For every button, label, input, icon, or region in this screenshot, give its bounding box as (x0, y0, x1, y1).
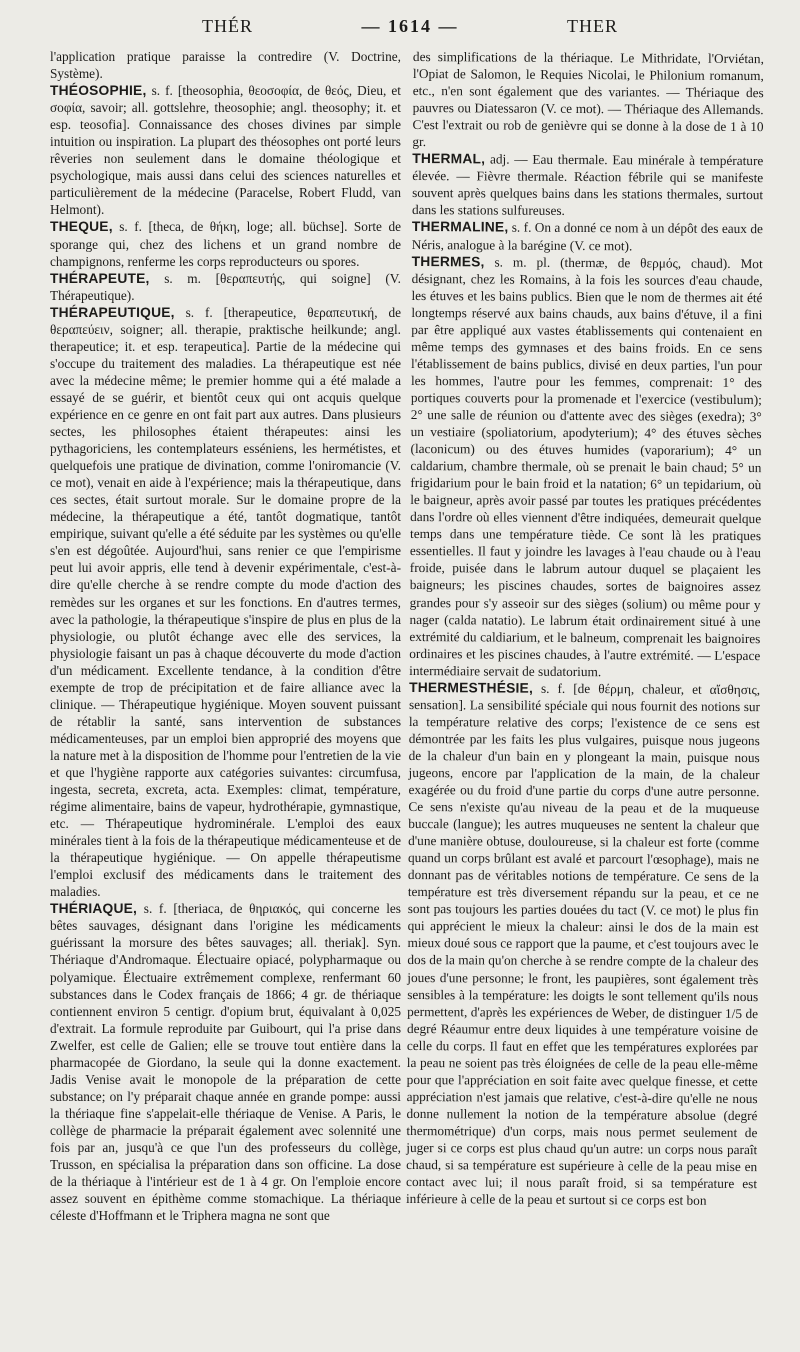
entry-theriaque (50, 900, 401, 1224)
entry-therapeutique (50, 304, 401, 901)
entry-text: s. f. On a donné ce nom à un dépôt des eaux de Néris, analogue à la barégine (V. ce mot). (411, 220, 763, 253)
left-column (50, 48, 401, 1224)
entry-continuation (50, 48, 401, 82)
entry-headword: THERMAL, (412, 151, 486, 167)
entry-text: s. f. [theca, de θήκη, loge; all. büchse]. Sorte de sporange qui, chez des lichens et un grand nombre de champignons, renferme les corps reproducteurs ou spores. (50, 219, 401, 269)
entry-headword: THÉRAPEUTE, (50, 270, 150, 286)
right-column (406, 48, 764, 1226)
entry-theque (50, 218, 401, 269)
entry-headword: THÉRIAQUE, (50, 901, 138, 917)
page-number: — 1614 — (361, 16, 459, 36)
header-right-word: THER (567, 16, 618, 36)
entry-headword: THÉRAPEUTIQUE, (50, 304, 175, 320)
entry-text: s. f. [de θέρμη, chaleur, et αἴσθησις, sensation]. La sensibilité spéciale qui nous fournit des notions sur la température relative des corps; l'existence de ce sens est démontrée par les faits les plus vulgaires, puisque nous jugeons de la chaleur d'un bain en y plongeant la main, puisque nous jugeons, encore par l'application de la main, de la chaleur exagérée ou du froid d'une partie du corps d'une autre personne. Ce sens n'existe qu'au niveau de la peau et de la muqueuse buccale (langue); les autres muqueuses ne sentent la chaleur que d'une manière obtuse, douloureuse, si la chaleur est forte (comme quand un corps brûlant est avalé et parcourt l'œsophage), mais ne donnant pas de véritables notions de température. Ce sens de la température est très diversement répandu sur la peau, et ce ne sont pas toujours les parties douées du tact (V. ce mot) le plus fin qui apprécient le mieux la chaleur: ainsi le dos de la main est mieux doué sous ce rapport que la paume, et c'est toujours avec le dos de la main qu'on cherche à se rendre compte de la chaleur des joues d'une personne; le front, les paupières, sont également très sensibles à la température: les doigts le sont tellement qu'ils nous permettent, d'après les expériences de Weber, de distinguer 1/5 de degré Réaumur entre deux liquides à une température voisine de celle du corps. Il faut en effet que les températures explorées par la peau ne soient pas très éloignées de celle de la peau elle-même pour que l'appréciation en soit faite avec quelque finesse, et cette appréciation n'est jamais que relative, c'est-à-dire qu'elle ne nous donne nullement la notion de la température absolue (degré thermométrique) d'un corps, mais nous permet seulement de juger si ce corps est plus chaud qu'un autre: un corps nous paraît chaud, si sa température est supérieure à celle de la peau mise en contact avec lui; il nous paraît froid, si sa température est inférieure à celle de la peau et surtout si ce corps est bon (405, 680, 761, 1208)
entry-headword: THERMES, (411, 253, 485, 270)
entry-therapeute (50, 270, 401, 304)
entry-headword: THERMALINE, (411, 219, 509, 236)
entry-text: des simplifications de la thériaque. Le Mithridate, l'Orviétan, l'Opiat de Salomon, le Requies Nicolai, le Philonium romanum, etc., n'en sont également que des variantes. — Thériaque des pauvres ou Diatessaron (V. ce mot). — Thériaque des Allemands. C'est l'extrait ou rob de genièvre qui se donne à la dose de 1 à 10 gr. (412, 48, 764, 150)
entry-thermaline (412, 218, 763, 254)
entry-text: s. m. [θεραπευτής, qui soigne] (V. Thérapeutique). (50, 270, 401, 303)
text-columns (50, 48, 764, 1224)
entry-text: s. f. [theriaca, de θηριακός, qui concerne les bêtes sauvages, désignant dans l'origine les médicaments guérissant la morsure des bêtes sauvages; all. theriak]. Syn. Thériaque d'Andromaque. Électuaire opiacé, polypharmaque ou polyamique. Électuaire extrêmement complexe, renfermant 60 substances dans le Codex français de 1866; 4 gr. de thériaque contiennent environ 5 centigr. d'opium brut, équivalant à 0,025 d'extrait. La formule reproduite par Guibourt, qui l'a prise dans Zwelfer, est celle de Galien; elle se trouve tout entière dans la pharmacopée de Giordano, la seule qui la donne exactement. Jadis Venise avait le monopole de la préparation de cette substance; on l'y préparait chaque année en grande pompe: aussi la thériaque fine s'appelait-elle thériaque de Venise. A Paris, le collège de pharmacie la préparait également avec solennité une fois par an, jusqu'à ce que l'un des professeurs du collège, Trusson, en spécialisa la préparation dans son officine. La dose de la thériaque à l'intérieur est de 1 à 4 gr. On l'emploie encore assez souvent en épithème comme stomachique. La thériaque céleste d'Hoffmann et le Triphera magna ne sont que (50, 901, 401, 1224)
entry-text: s. f. [theosophia, θεοσοφία, de θεός, Dieu, et σοφία, savoir; all. gottslehre, theosophie; angl. theosophy; it. et esp. teosofia]. Connaissance des choses divines par simple intuition ou inspiration. La plupart des théosophes ont porté leurs rêveries non seulement dans le domaine théologique et psychologique, mais aussi dans celui des sciences naturelles et particulièrement de la médecine (Paracelse, Robert Fludd, van Helmont). (50, 83, 401, 218)
entry-text: adj. — Eau thermale. Eau minérale à température élevée. — Fièvre thermale. Réaction fébrile qui se manifeste souvent après quelques bains dans les stations thermales, surtout dans les stations sulfureuses. (411, 151, 764, 219)
entry-text: s. m. pl. (thermæ, de θερμός, chaud). Mot désignant, chez les Romains, à la fois les sources d'eau chaude, les étuves et les bains publics. Bien que le nom de thermes ait été longtemps réservé aux bains chauds, aux bains d'étuve, il a fini par être appliqué aux vastes établissements qui contenaient en même temps des gymnases et des bains froids. En ce sens l'établissement de bains publics, divisé en deux parties, l'un pour les hommes, l'autre pour les femmes, comprenait: 1° des portiques couverts pour la promenade et l'exercice (vestibulum); 2° une salle de réunion ou d'attente avec des sièges (exedra); 3° un vestiaire (spoliatorium, apodyterium); 4° des étuves sèches (laconicum) ou des étuves humides (vaporarium); 4° un caldarium, chambre thermale, où se prenait le bain chaud; 5° un frigidarium pour le bain froid et la natation; 6° un tepidarium, où le baigneur, après avoir passé par toutes les pratiques précédentes dans l'ordre où elles viennent d'être indiquées, demeurait quelque temps dans une température tiède. Ce sont là les pratiques essentielles. Il faut y joindre les lavages à l'eau chaude ou à l'eau froide, puisée dans le labrum autour duquel se plaçaient les baigneurs; les piscines chaudes, sortes de baignoires assez grandes pour s'y asseoir sur des sièges (solium) ou même pour y nager (calda natatio). Le labrum était ordinairement situé à une extrémité du caldiarium, et le balneum, comprenait les baignoires ordinaires et les piscines chaudes, à l'autre extrémité. — L'espace intermédiaire servait de sudatorium. (409, 254, 763, 679)
entry-text: s. f. [therapeutice, θεραπευτική, de θεραπεύειν, soigner; all. therapie, praktische heilkunde; angl. therapeutice; it. et esp. terapeutica]. Partie de la médecine qui s'occupe du traitement des maladies. La thérapeutique est née avec la médecine même; le premier homme qui a été malade a essayé de se guérir, et bientôt ceux qui ont acquis quelque expérience en ce genre en ont fait part aux autres. Dans plusieurs sectes, les philosophes étaient thérapeutes: ainsi les pythagoriciens, les contemplateurs esséniens, les hermétistes, et quelquefois une pratique de divination, comme l'oniromancie (V. ce mot), venait en aide à l'expérience; mais la thérapeutique, dans ces sectes, était surtout morale. Sur le domaine propre de la médecine, la thérapeutique a été, tantôt dogmatique, tantôt empirique, suivant qu'elle a été séduite par les systèmes ou qu'elle s'en est dégoûtée. Aujourd'hui, sans renier ce que l'empirisme peut lui avoir appris, elle tend à devenir expérimentale, c'est-à-dire qu'elle cherche à se rendre compte du mode d'action des remèdes sur les organes et sur les fonctions. En d'autres termes, avec la pathologie, la thérapeutique s'inspire de plus en plus de la physiologie, ou plutôt échange avec elle des services, la physiologie faisant un pas à chaque découverte du mode d'action d'un médicament. Excellente tendance, à la condition d'être exempte de trop de précipitation et de faire alliance avec la clinique. — Thérapeutique hygiénique. Moyen souvent puissant de rétablir la santé, sans intervention de substances médicamenteuses, par un emploi bien approprié des moyens que la nature met à la disposition de l'homme pour l'entretien de la vie et que l'hygiène rapporte aux catégories suivantes: circumfusa, ingesta, secreta, excreta, acta. Exemples: climat, température, régime alimentaire, bains de vapeur, hydrothérapie, gymnastique, etc. — Thérapeutique hydrominérale. L'emploi des eaux minérales tient à la fois de la thérapeutique médicamenteuse et de la thérapeutique hygiénique. — On appelle thérapeutisme l'emploi exclusif des médicaments dans le traitement des maladies. (50, 304, 401, 900)
entry-thermal (412, 150, 763, 220)
entry-headword: THEQUE, (50, 219, 113, 235)
entry-theosophie (50, 82, 401, 218)
entry-headword: THERMESTHÉSIE, (409, 679, 534, 696)
header-left-word: THÉR (202, 16, 253, 36)
running-head (50, 16, 764, 42)
entry-continuation (412, 48, 764, 152)
entry-thermesthesie (406, 679, 760, 1210)
entry-text: l'application pratique paraisse la contredire (V. Doctrine, Système). (50, 49, 401, 82)
entry-headword: THÉOSOPHIE, (50, 83, 147, 99)
entry-thermes (409, 253, 763, 681)
